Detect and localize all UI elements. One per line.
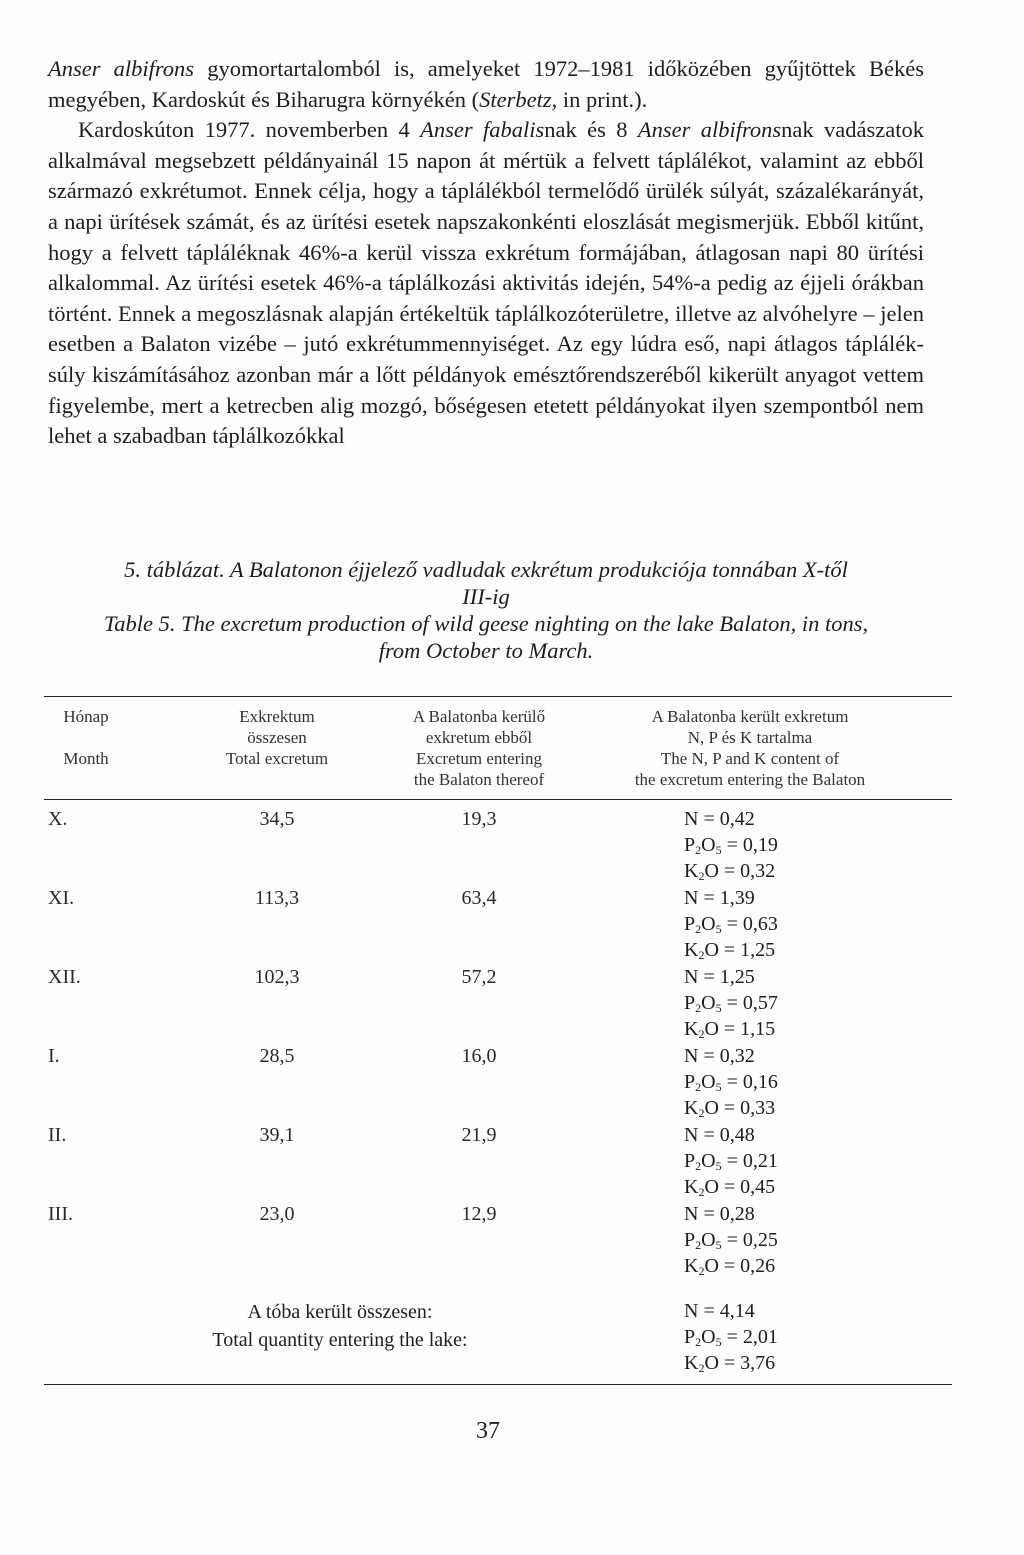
- month-cell: I.: [48, 1045, 60, 1067]
- k-content-value: = 1,25: [723, 939, 776, 961]
- header-month-en: Month: [63, 749, 109, 768]
- n-content-value: N = 0,32: [684, 1045, 755, 1067]
- header-total-hu-2: összesen: [247, 728, 307, 747]
- entering-cell: 21,9: [461, 1124, 497, 1146]
- n-content-cell: [684, 964, 755, 990]
- entering-cell: 16,0: [461, 1045, 497, 1067]
- total-cell: 113,3: [254, 887, 300, 909]
- total-cell: 34,5: [259, 808, 295, 830]
- entering-cell: 63,4: [461, 887, 497, 909]
- paragraph-1-text: gyomortartalomból is, amelyeket 1972–1981 időközében gyűjtöttek Békés megyében, Kardoskút és Biharugra környékén (: [48, 56, 924, 112]
- header-entering-hu-2: exkretum ebből: [425, 728, 533, 747]
- p-content-cell: $P_2O_5 = 0,25$: [684, 1229, 778, 1252]
- k-content-value: = 0,32: [723, 860, 776, 882]
- header-entering-en-2: the Balaton thereof: [413, 770, 545, 789]
- p-content-cell: $P_2O_5 = 0,19$: [684, 834, 778, 857]
- total-cell: 102,3: [254, 966, 300, 988]
- header-npk-en-2: the excretum entering the Balaton: [634, 770, 866, 789]
- caption-hu-line-2: III-ig: [462, 584, 510, 609]
- summary-label-hu: A tóba került összesen:: [247, 1301, 433, 1323]
- header-npk: [588, 706, 912, 790]
- summary-k: $K_2O = 3,76$: [684, 1352, 776, 1375]
- k-content-cell: $K_2O = 0,45$: [684, 1176, 776, 1199]
- summary-p: $P_2O_5 = 2,01$: [684, 1326, 778, 1349]
- n-content-cell: [684, 1122, 755, 1148]
- entering-cell: 57,2: [461, 966, 497, 988]
- total-cell: 39,1: [259, 1124, 295, 1146]
- paragraph-2-text: nak vadászatok alkalmával megsebzett példányainál 15 napon át mértük a felvett táplálékot, valamint az ebből származó exkrétumot. Ennek célja, hogy a táplálékból termelődő ürülék súlyát, százalékarányát, a napi ürítések számát, és az ürítési esetek napszakonkénti eloszlását megismerjük. Ebből kitűnt, hogy a felvett tápláléknak 46%-a kerül vissza exkrétum formájában, átlagosan napi 80 ürítési alkalommal. Az ürítési esetek 46%-a táplálkozási aktivitás idején, 54%-a pedig az éjjeli órákban történt. Ennek a megoszlásnak alapján értékeltük táplálkozóterületre, illetve az alvóhelyre – jelen esetben a Balaton vizébe – jutó exkrétummennyiséget. Az egy lúdra eső, napi átlagos tápláléksúly kiszámításához azonban már a lőtt példányok emésztőrendszeréből kikerült anyagot vettem figyelembe, mert a ketrecben alig mozgó, bőségesen etetett példányokat ilyen szempontból nem lehet a szabadban táplálkozókkal: [48, 117, 924, 449]
- k-content-value: = 1,15: [723, 1018, 776, 1040]
- month-cell: XI.: [48, 887, 75, 909]
- n-content-value: N = 1,25: [684, 966, 755, 988]
- month-cell: II.: [48, 1124, 67, 1146]
- paragraph-1-end: in print.).: [557, 86, 648, 112]
- p-content-value: = 0,25: [726, 1229, 778, 1251]
- table-header-rule: [44, 799, 952, 800]
- species-name: Anser albifrons: [637, 117, 782, 143]
- header-entering-hu-1: A Balatonba kerülő: [412, 707, 546, 726]
- total-cell: 23,0: [259, 1203, 295, 1225]
- summary-label-en: Total quantity entering the lake:: [212, 1329, 468, 1351]
- paragraph-1: [48, 54, 924, 115]
- k-content-cell: $K_2O = 1,25$: [684, 939, 776, 962]
- n-content-value: N = 0,28: [684, 1203, 755, 1225]
- summary-n: [684, 1298, 755, 1324]
- n-content-cell: [684, 885, 755, 911]
- k-content-cell: $K_2O = 0,33$: [684, 1097, 776, 1120]
- entering-cell: 19,3: [461, 808, 497, 830]
- n-content-value: N = 0,48: [684, 1124, 755, 1146]
- summary-k-value: = 3,76: [723, 1352, 776, 1374]
- body-text: [48, 54, 924, 452]
- header-npk-hu-1: A Balatonba került exkretum: [651, 707, 849, 726]
- p-content-value: = 0,57: [726, 992, 778, 1014]
- n-content-cell: [684, 806, 755, 832]
- header-npk-hu-2: N, P és K tartalma: [687, 728, 813, 747]
- caption-en-line-1: Table 5. The excretum production of wild geese nighting on the lake Balaton, in tons,: [103, 611, 869, 636]
- header-month: [44, 706, 128, 769]
- p-content-value: = 0,16: [726, 1071, 778, 1093]
- header-total-en: Total excretum: [225, 749, 329, 768]
- species-name: Anser fabalis: [420, 117, 545, 143]
- table-bottom-rule: [44, 1384, 952, 1385]
- p-content-cell: $P_2O_5 = 0,57$: [684, 992, 778, 1015]
- paragraph-2-text: nak és 8: [544, 117, 638, 143]
- p-content-cell: $P_2O_5 = 0,21$: [684, 1150, 778, 1173]
- caption-en-line-2: from October to March.: [378, 638, 594, 663]
- header-month-hu: Hónap: [63, 707, 109, 726]
- header-entering: [368, 706, 590, 790]
- n-content-cell: [684, 1043, 755, 1069]
- p-content-cell: $P_2O_5 = 0,16$: [684, 1071, 778, 1094]
- n-content-value: N = 1,39: [684, 887, 755, 909]
- p-content-value: = 0,63: [726, 913, 778, 935]
- page-number: 37: [476, 1418, 500, 1444]
- header-npk-en-1: The N, P and K content of: [660, 749, 840, 768]
- table-caption: [48, 556, 924, 664]
- citation-author: Sterbetz,: [479, 86, 558, 112]
- summary-n-value: N = 4,14: [684, 1300, 755, 1322]
- p-content-cell: $P_2O_5 = 0,63$: [684, 913, 778, 936]
- summary-p-value: = 2,01: [726, 1326, 778, 1348]
- month-cell: III.: [48, 1203, 73, 1225]
- summary-label: [150, 1298, 530, 1354]
- month-cell: XII.: [48, 966, 81, 988]
- header-total: [192, 706, 362, 769]
- month-cell: X.: [48, 808, 68, 830]
- p-content-value: = 0,21: [726, 1150, 778, 1172]
- paragraph-2: [48, 115, 924, 452]
- header-entering-en-1: Excretum entering: [415, 749, 543, 768]
- k-content-cell: $K_2O = 0,26$: [684, 1255, 776, 1278]
- p-content-value: = 0,19: [726, 834, 778, 856]
- header-total-hu-1: Exkrektum: [239, 707, 315, 726]
- k-content-value: = 0,33: [723, 1097, 776, 1119]
- caption-hu-line-1: 5. táblázat. A Balatonon éjjelező vadludak exkrétum produkciója tonnában X-től: [124, 557, 848, 582]
- k-content-value: = 0,26: [723, 1255, 776, 1277]
- entering-cell: 12,9: [461, 1203, 497, 1225]
- n-content-cell: [684, 1201, 755, 1227]
- species-name: Anser albifrons: [48, 56, 195, 81]
- table-top-rule: [44, 696, 952, 697]
- k-content-cell: $K_2O = 0,32$: [684, 860, 776, 883]
- total-cell: 28,5: [259, 1045, 295, 1067]
- n-content-value: N = 0,42: [684, 808, 755, 830]
- k-content-cell: $K_2O = 1,15$: [684, 1018, 776, 1041]
- paragraph-2-start: Kardoskúton 1977. novemberben 4: [78, 117, 421, 143]
- k-content-value: = 0,45: [723, 1176, 776, 1198]
